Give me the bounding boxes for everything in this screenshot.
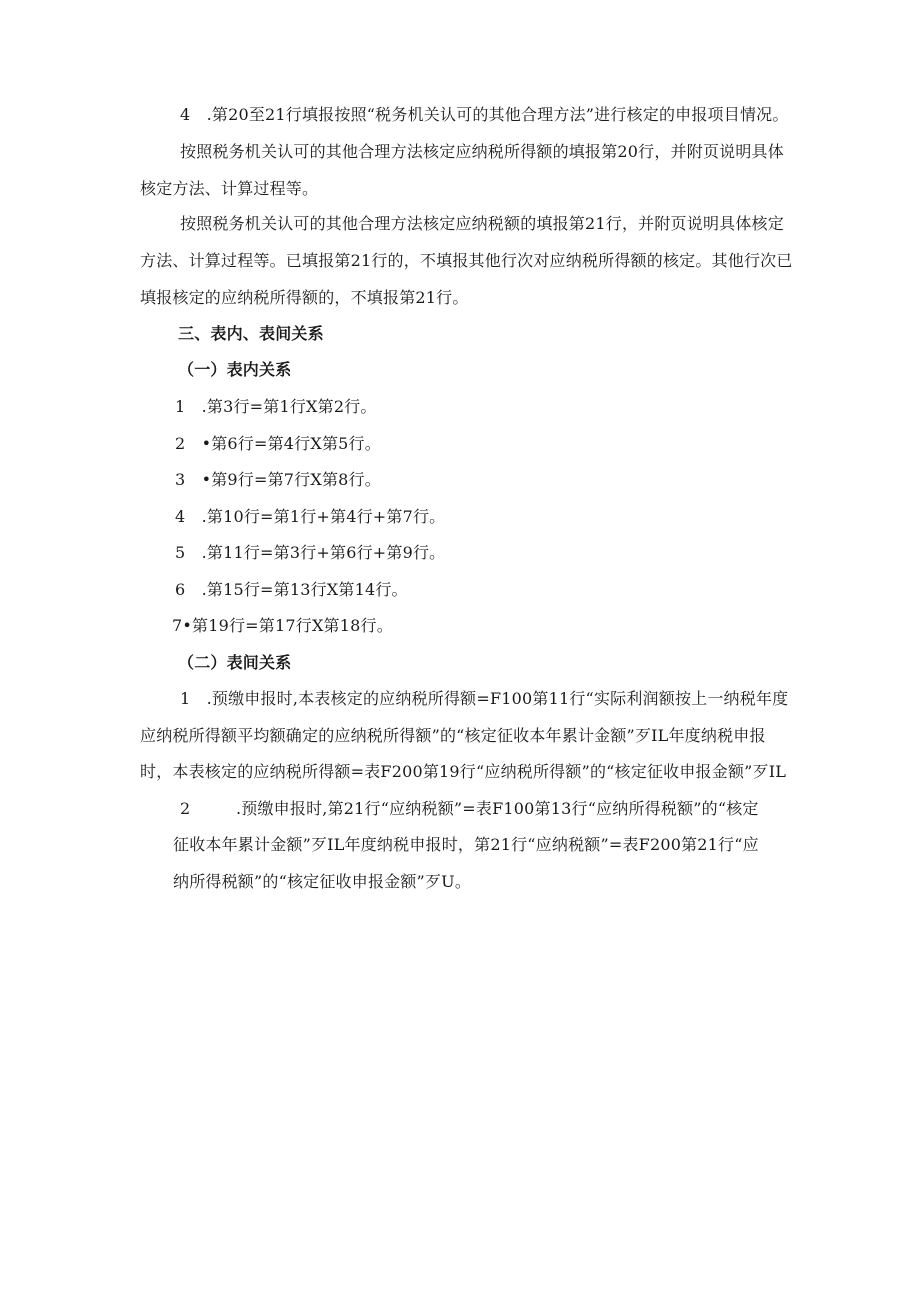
- para4-line1: 4 .第20至21行填报按照“税务机关认可的其他合理方法”进行核定的申报项目情况。: [180, 105, 789, 124]
- para4-p1-line2: 核定方法、计算过程等。: [140, 179, 319, 198]
- inter-relation-item1-line3: 时，本表核定的应纳税所得额=表F200第19行“应纳税所得额”的“核定征收申报金额”歹IL: [140, 762, 787, 781]
- inner-relation-item: 6 .第15行=第13行X第14行。: [175, 580, 408, 599]
- inter-relation-item2-line2: 征收本年累计金额”歹IL年度纳税申报时，第21行“应纳税额”=表F200第21行“应: [173, 835, 759, 854]
- inter-relation-item2-number: 2: [180, 799, 191, 818]
- inter-relation-item2-line1: .预缴申报时,第21行“应纳税额”=表F100第13行“应纳所得税额”的“核定: [236, 799, 759, 818]
- section3-sub2-title: （二）表间关系: [178, 653, 292, 672]
- inter-relation-item1-line1: 1 .预缴申报时,本表核定的应纳税所得额=F100第11行“实际利润额按上一纳税年度: [180, 689, 789, 708]
- section3-title: 三、表内、表间关系: [178, 324, 324, 343]
- para4-p2-line2: 方法、计算过程等。已填报第21行的，不填报其他行次对应纳税所得额的核定。其他行次已: [140, 251, 793, 270]
- inner-relation-item: 4 .第10行=第1行+第4行+第7行。: [175, 507, 446, 526]
- para4-p1-line1: 按照税务机关认可的其他合理方法核定应纳税所得额的填报第20行，并附页说明具体: [180, 142, 784, 161]
- inter-relation-item2-line3: 纳所得税额”的“核定征收申报金额”歹U。: [173, 872, 472, 891]
- para4-p2-line1: 按照税务机关认可的其他合理方法核定应纳税额的填报第21行，并附页说明具体核定: [180, 214, 784, 233]
- inner-relation-item: 7•第19行=第17行X第18行。: [172, 616, 393, 635]
- inner-relation-item: 5 .第11行=第3行+第6行+第9行。: [175, 543, 446, 562]
- inner-relation-item: 2 •第6行=第4行X第5行。: [175, 434, 381, 453]
- inner-relation-item: 1 .第3行=第1行X第2行。: [175, 397, 377, 416]
- para4-p2-line3: 填报核定的应纳税所得额的，不填报第21行。: [140, 288, 469, 307]
- section3-sub1-title: （一）表内关系: [178, 360, 292, 379]
- inner-relation-item: 3 •第9行=第7行X第8行。: [175, 470, 381, 489]
- inter-relation-item1-line2: 应纳税所得额平均额确定的应纳税所得额”的“核定征收本年累计金额”歹IL年度纳税申报: [140, 726, 766, 745]
